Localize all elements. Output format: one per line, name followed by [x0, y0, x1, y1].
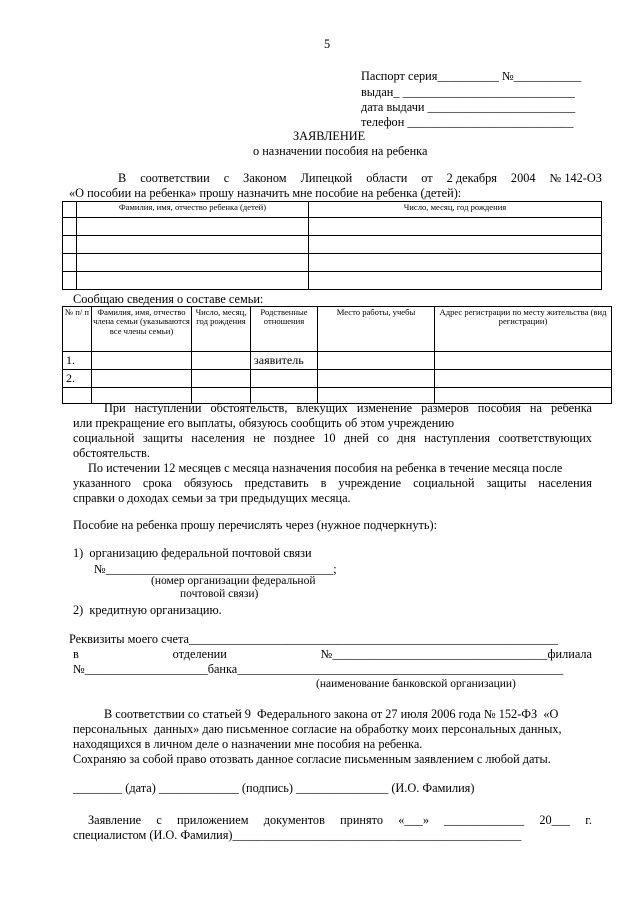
children-table	[62, 201, 602, 290]
postal-number-field: №_____________________________________;	[94, 562, 337, 576]
signature-line: ________ (дата) _____________ (подпись) _______________ (И.О. Фамилия)	[73, 781, 475, 795]
table-row	[63, 370, 612, 388]
children-header-birth: Число, месяц, год рождения	[309, 202, 602, 218]
accepted-line-1: Заявление с приложением документов принято «___» _____________ 20___ г.	[88, 813, 592, 827]
phone-field: телефон ___________________________	[361, 115, 574, 129]
bank-line: №____________________банка_____________________________________________________	[73, 662, 564, 676]
consent-line-2: персональных данных» даю письменное согласие на обработку моих персональных данных,	[73, 722, 562, 736]
postal-number-note-1: (номер организации федеральной	[151, 575, 316, 587]
obligation-line-4: обстоятельств.	[73, 446, 150, 460]
row-number: 2.	[63, 370, 92, 388]
accepted-line-2: специалистом (И.О. Фамилия)_______________________________________________	[73, 828, 522, 842]
family-header-num: № п/ п	[63, 307, 92, 352]
family-table	[62, 306, 612, 404]
option-postal: 1) организацию федеральной почтовой связи	[73, 546, 312, 560]
obligation-line-1: При наступлении обстоятельств, влекущих изменение размеров пособия на ребенка	[104, 401, 592, 415]
intro-line-2: «О пособии на ребенка» прошу назначить мне пособие на ребенка (детей):	[69, 186, 462, 200]
issue-date-field: дата выдачи ________________________	[361, 100, 576, 114]
postal-number-note-2: почтовой связи)	[180, 588, 259, 600]
consent-line-4: Сохраняю за собой право отозвать данное согласие письменным заявлением с любой даты.	[73, 752, 551, 766]
family-header-address: Адрес регистрации по месту жительства (вид регистрации)	[435, 307, 612, 352]
table-row	[63, 352, 612, 370]
family-header-name: Фамилия, имя, отчество члена семьи (указываются все члены семьи)	[92, 307, 192, 352]
table-row	[63, 218, 602, 236]
transfer-intro: Пособие на ребенка прошу перечислять через (нужное подчеркнуть):	[73, 518, 437, 532]
income-line-2: указанного срока обязуюсь представить в учреждение социальной защиты населения	[73, 476, 592, 490]
document-title: ЗАЯВЛЕНИЕ	[293, 129, 366, 143]
document-subtitle: о назначении пособия на ребенка	[253, 144, 428, 158]
income-line-1: По истечении 12 месяцев с месяца назначения пособия на ребенка в течение месяца после	[88, 461, 563, 475]
consent-line-1: В соответствии со статьей 9 Федерального закона от 27 июля 2006 года № 152-ФЗ «О	[104, 707, 559, 721]
table-row	[63, 254, 602, 272]
obligation-line-3: социальной защиты населения не позднее 10 дней со дня наступления соответствующих	[73, 431, 592, 445]
option-bank: 2) кредитную организацию.	[73, 603, 222, 617]
intro-line-1: В соответствии с Законом Липецкой области от 2 декабря 2004 № 142-ОЗ	[118, 171, 602, 185]
consent-line-3: находящихся в личном деле о назначении мне пособия на ребенка.	[73, 737, 423, 751]
obligation-line-2: или прекращение его выплаты, обязуюсь сообщить об этом учреждению	[73, 416, 455, 430]
income-line-3: справки о доходах семьи за три предыдущих месяца.	[73, 491, 351, 505]
family-header-birth: Число, месяц, год рождения	[192, 307, 251, 352]
family-header-work: Место работы, учебы	[318, 307, 435, 352]
page-number: 5	[324, 37, 331, 51]
row-number: 1.	[63, 352, 92, 370]
table-row	[63, 236, 602, 254]
family-intro: Сообщаю сведения о составе семьи:	[73, 292, 264, 306]
bank-note: (наименование банковской организации)	[316, 678, 516, 690]
branch-line: в отделении №___________________________________филиала	[73, 647, 592, 661]
family-header-relation: Родственные отношения	[251, 307, 318, 352]
row-relation: заявитель	[251, 352, 318, 370]
issued-field: выдан_ ____________________________	[361, 85, 575, 99]
children-header-name: Фамилия, имя, отчество ребенка (детей)	[77, 202, 309, 218]
row-relation	[251, 370, 318, 388]
table-row	[63, 272, 602, 290]
account-details-line: Реквизиты моего счета____________________________________________________________	[69, 632, 558, 646]
passport-field: Паспорт серия__________ №___________	[361, 69, 582, 83]
